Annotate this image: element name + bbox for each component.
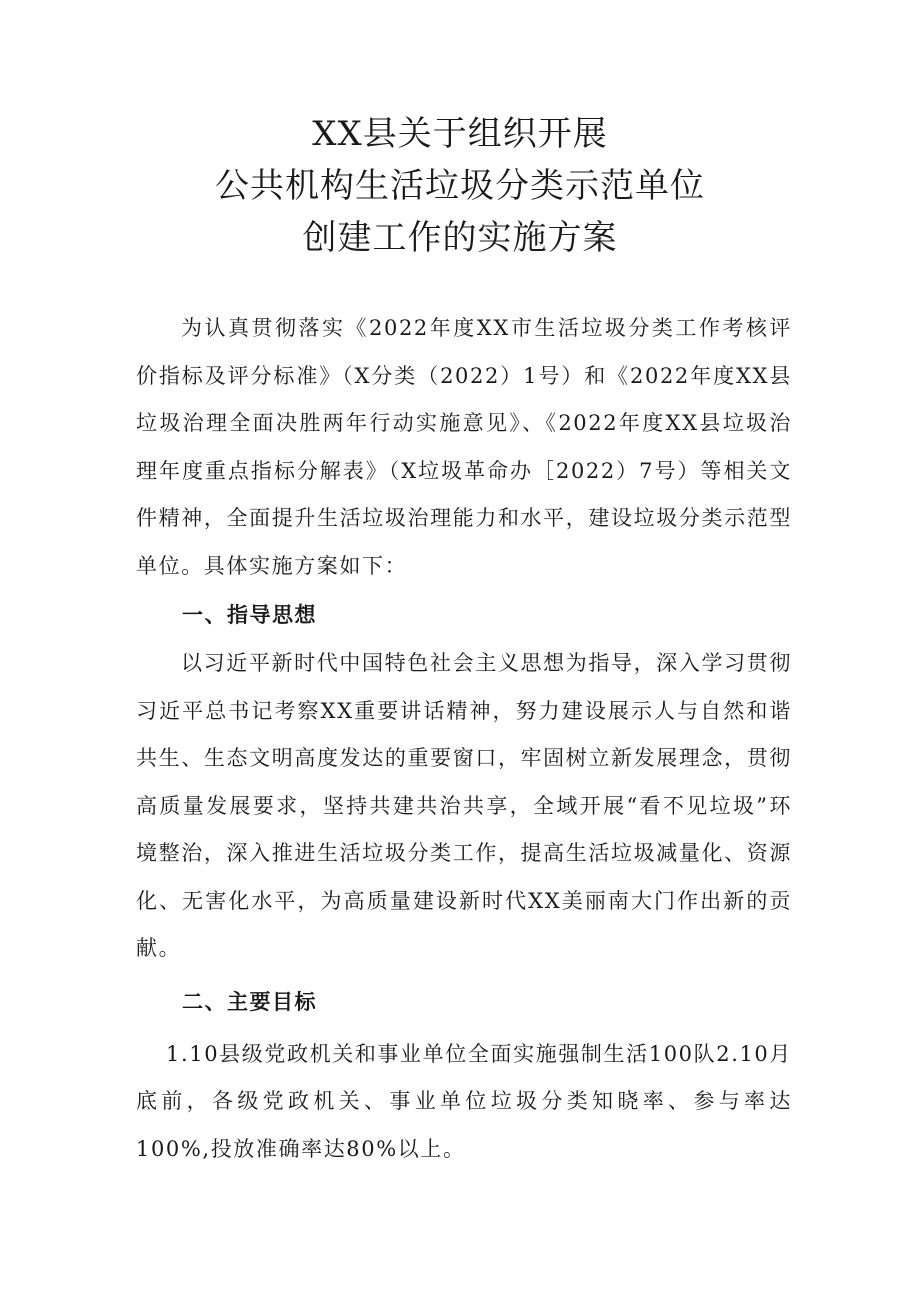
main-goals-paragraph: 1.10县级党政机关和事业单位全面实施强制生活100队2.10月底前，各级党政机关、事业单位垃圾分类知晓率、参与率达100%,投放准确率达80%以上。 [136, 1041, 792, 1161]
guiding-ideology-paragraph: 以习近平新时代中国特色社会主义思想为指导，深入学习贯彻习近平总书记考察XX重要讲话精神，努力建设展示人与自然和谐共生、生态文明高度发达的重要窗口，牢固树立新发展理念，贯彻高质量发展要求，坚持共建共治共享，全域开展“看不见垃圾”环境整治，深入推进生活垃圾分类工作，提高生活垃圾减量化、资源化、无害化水平，为高质量建设新时代XX美丽南大门作出新的贡献。 [136, 651, 792, 960]
section-heading-guiding-ideology: 一、指导思想 [182, 603, 317, 627]
title-line-2: 公共机构生活垃圾分类示范单位 [215, 166, 705, 206]
document-title [0, 108, 920, 264]
title-line-3: 创建工作的实施方案 [302, 218, 618, 258]
section-heading-main-goals: 二、主要目标 [182, 989, 317, 1014]
intro-paragraph: 为认真贯彻落实《2022年度XX市生活垃圾分类工作考核评价指标及评分标准》（X分类（2022）1号）和《2022年度XX县垃圾治理全面决胜两年行动实施意见》、《2022年度XX县垃圾治理年度重点指标分解表》（X垃圾革命办［2022）7号）等相关文件精神，全面提升生活垃圾治理能力和水平，建设垃圾分类示范型单位。具体实施方案如下： [136, 316, 792, 578]
document-body [136, 305, 792, 1173]
title-line-1: XX县关于组织开展 [312, 114, 608, 154]
